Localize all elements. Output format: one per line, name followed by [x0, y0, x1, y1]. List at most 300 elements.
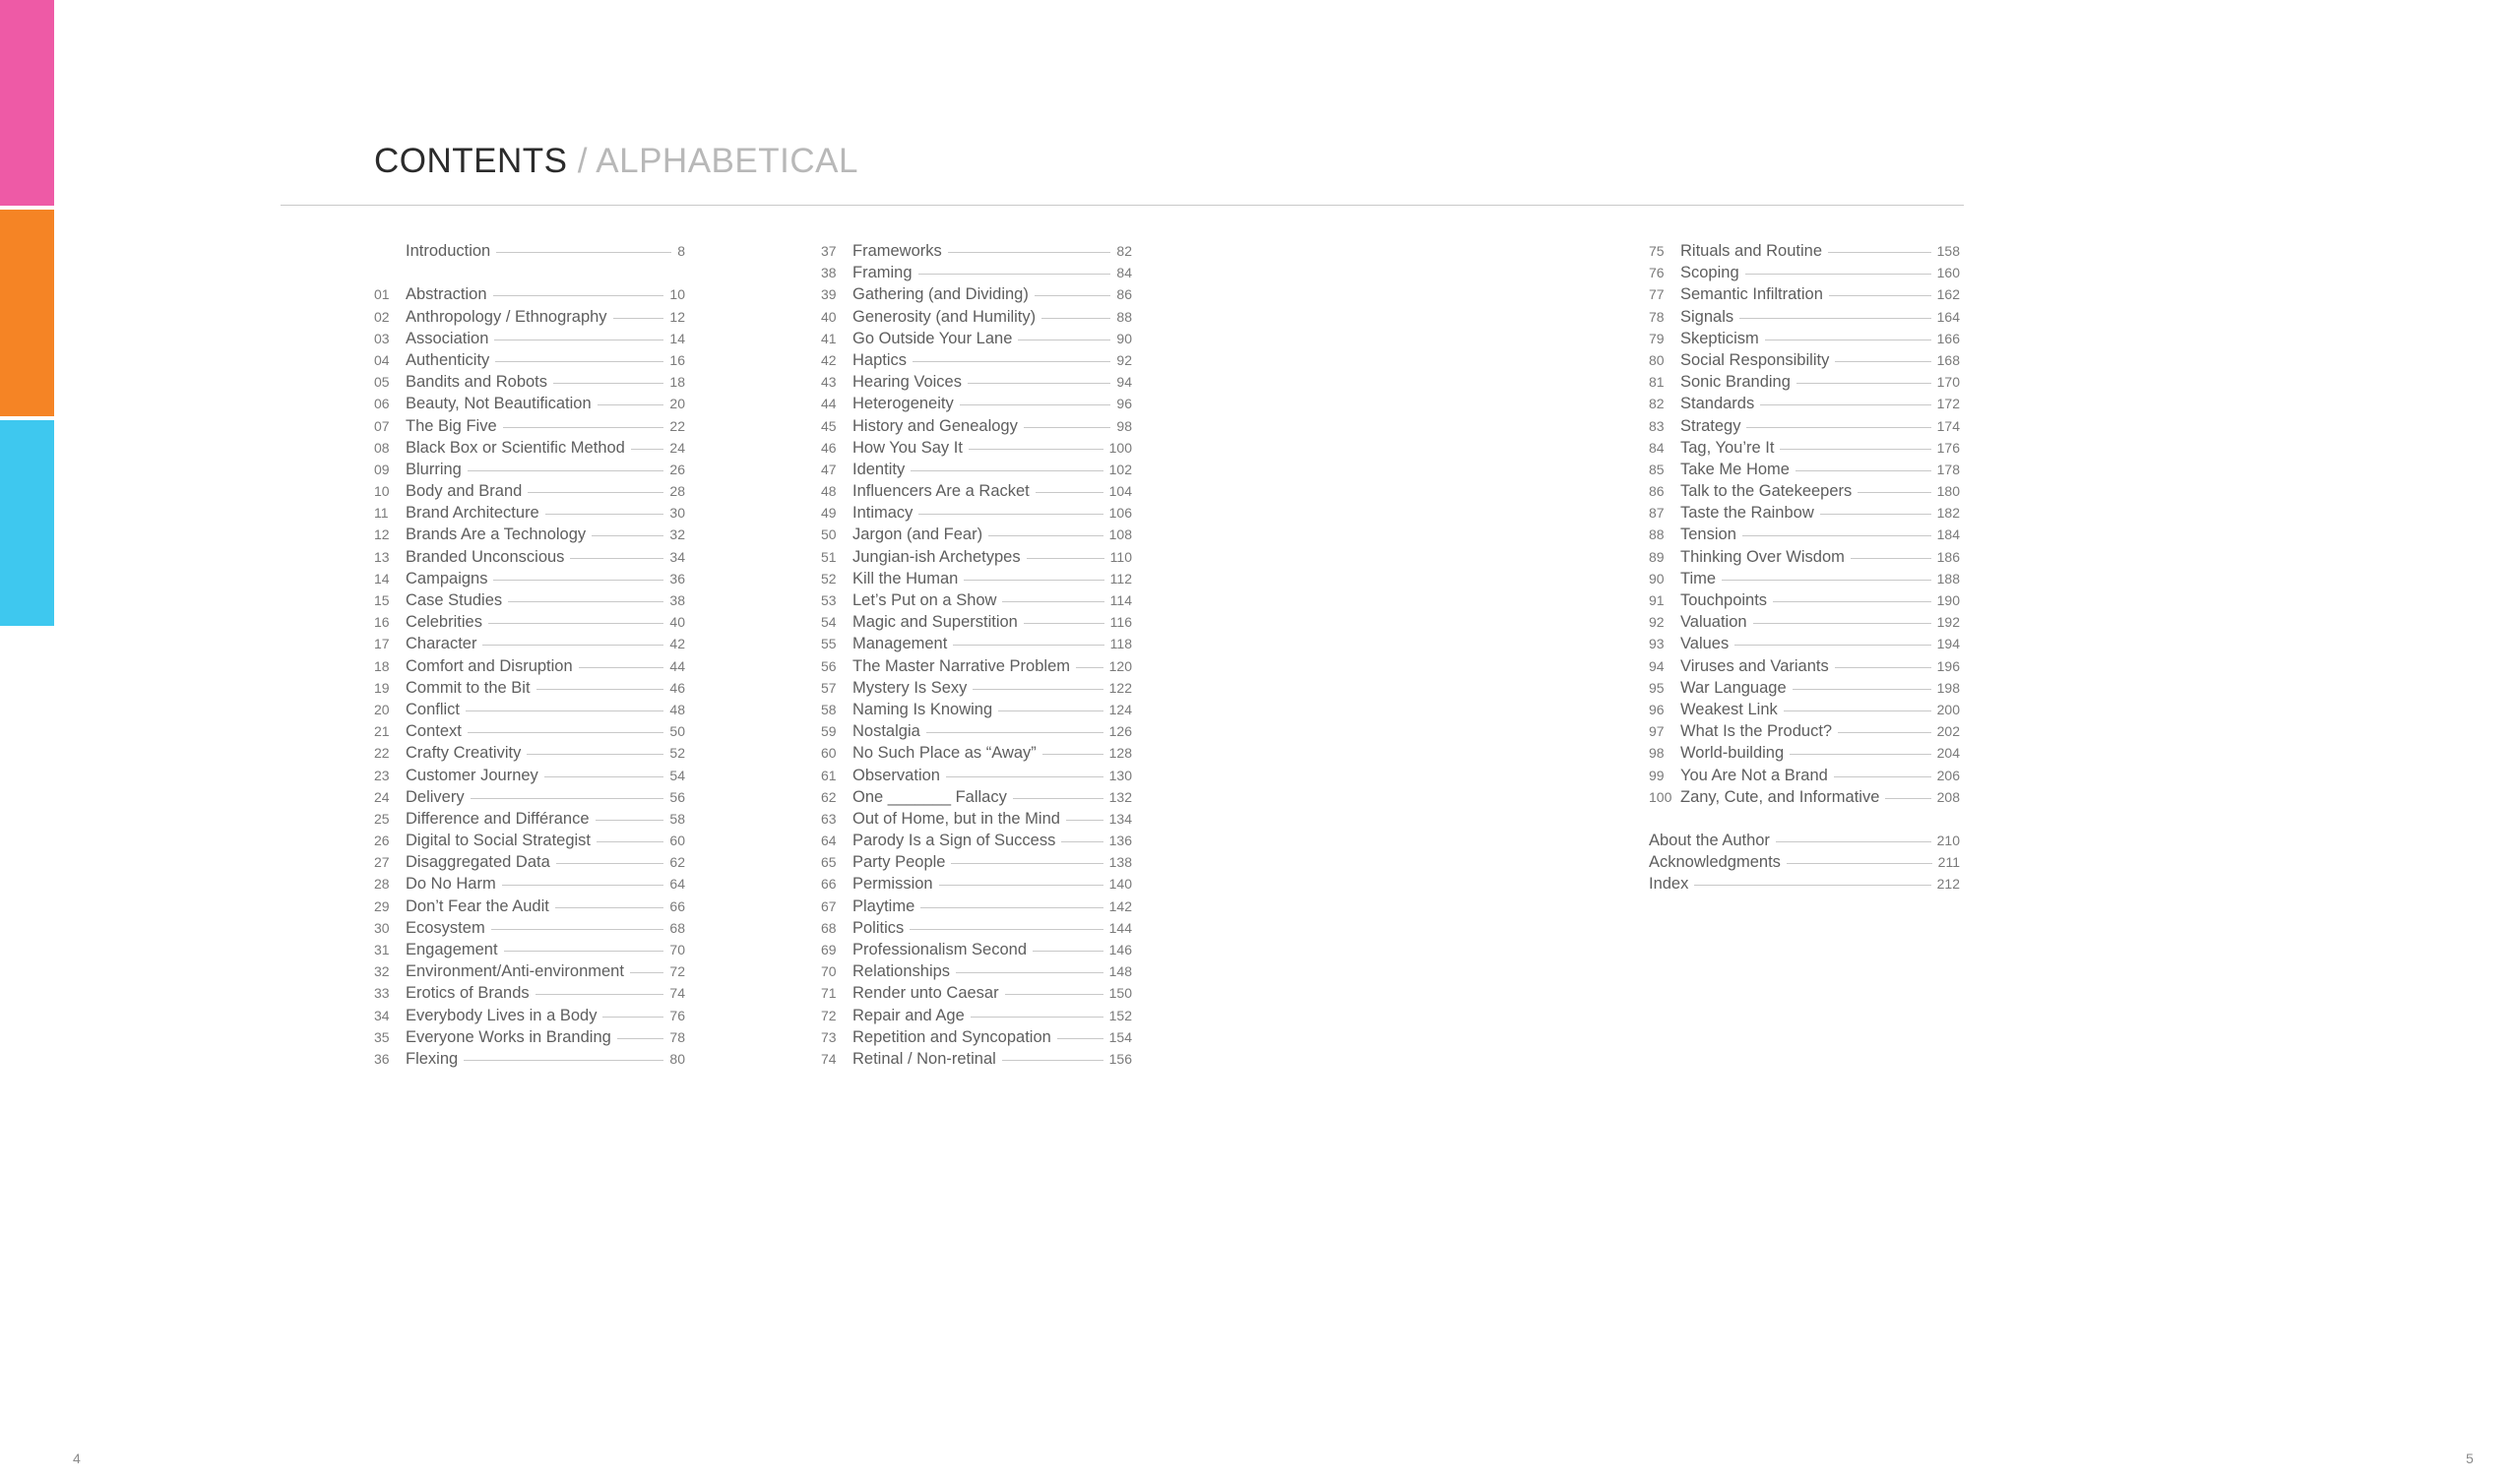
toc-entry-page: 152 [1108, 1007, 1132, 1023]
toc-leader-line [491, 929, 664, 930]
toc-entry-title: How You Say It [852, 438, 963, 457]
toc-entry-page: 178 [1936, 461, 1960, 477]
toc-leader-line [630, 972, 663, 973]
toc-entry-number: 100 [1649, 788, 1672, 805]
toc-entry [821, 873, 1132, 895]
toc-leader-line [502, 885, 664, 886]
toc-entry-title: Authenticity [406, 350, 490, 369]
toc-entry-page: 102 [1108, 461, 1132, 477]
toc-entry-title: Values [1680, 635, 1730, 653]
toc-entry-page: 108 [1108, 526, 1132, 543]
toc-leader-line [969, 449, 1103, 450]
toc-entry-page: 86 [1116, 286, 1132, 303]
toc-entry-title: Digital to Social Strategist [406, 832, 592, 850]
toc-entry-page: 204 [1936, 745, 1960, 762]
toc-entry-number: 46 [821, 439, 837, 456]
toc-entry-page: 100 [1108, 439, 1132, 456]
toc-leader-line [1035, 295, 1111, 296]
toc-leader-line [482, 645, 663, 646]
toc-entry [374, 283, 685, 305]
toc-leader-line [602, 1017, 663, 1018]
toc-entry [1649, 873, 1960, 895]
toc-leader-line [946, 776, 1103, 777]
toc-entry-title: Environment/Anti-environment [406, 962, 624, 981]
toc-entry-number: 04 [374, 351, 390, 368]
toc-entry-page: 148 [1108, 963, 1132, 980]
toc-entry-page: 62 [669, 854, 685, 871]
toc-entry-page: 24 [669, 439, 685, 456]
toc-entry-number: 11 [374, 505, 389, 522]
toc-entry-page: 114 [1109, 592, 1132, 608]
toc-leader-line [503, 427, 664, 428]
toc-entry-page: 168 [1936, 351, 1960, 368]
toc-entry [821, 371, 1132, 393]
toc-entry-number: 65 [821, 854, 837, 871]
toc-entry-title: Erotics of Brands [406, 984, 530, 1003]
toc-entry-number: 64 [821, 833, 837, 849]
toc-entry-number: 05 [374, 374, 390, 391]
toc-entry-page: 210 [1936, 833, 1960, 849]
toc-entry-number: 89 [1649, 548, 1665, 565]
toc-entry [821, 240, 1132, 262]
toc-entry-number: 36 [374, 1050, 390, 1067]
toc-leader-line [508, 601, 663, 602]
toc-entry-page: 208 [1936, 788, 1960, 805]
toc-entry-number: 85 [1649, 461, 1665, 477]
toc-entry-number: 53 [821, 592, 837, 608]
toc-entry-page: 72 [669, 963, 685, 980]
toc-entry-title: Identity [852, 460, 906, 478]
toc-entry-title: The Master Narrative Problem [852, 656, 1070, 675]
toc-entry-page: 158 [1936, 243, 1960, 259]
toc-entry [1649, 283, 1960, 305]
toc-leader-line [1820, 514, 1931, 515]
toc-entry-page: 150 [1108, 985, 1132, 1002]
toc-leader-line [973, 689, 1102, 690]
toc-leader-line [1885, 798, 1930, 799]
toc-entry-title: Framing [852, 264, 913, 282]
toc-entry-number: 97 [1649, 723, 1665, 740]
toc-entry-title: Black Box or Scientific Method [406, 438, 625, 457]
toc-entry-page: 144 [1108, 919, 1132, 936]
toc-entry [1649, 699, 1960, 720]
toc-entry-title: Celebrities [406, 613, 482, 632]
toc-entry [1649, 611, 1960, 633]
toc-leader-line [1739, 318, 1931, 319]
toc-leader-line [536, 689, 664, 690]
toc-entry [821, 437, 1132, 459]
toc-entry-page: 70 [669, 942, 685, 957]
toc-entry [374, 677, 685, 699]
toc-leader-line [1041, 318, 1110, 319]
toc-entry-title: Frameworks [852, 242, 942, 260]
toc-entry-number: 24 [374, 788, 390, 805]
toc-entry-title: Time [1680, 569, 1717, 587]
toc-leader-line [1024, 623, 1104, 624]
toc-leader-line [471, 798, 664, 799]
toc-entry-title: Strategy [1680, 416, 1741, 435]
toc-entry-title: Influencers Are a Racket [852, 482, 1030, 501]
toc-entry-page: 212 [1936, 876, 1960, 893]
toc-entry-number: 98 [1649, 745, 1665, 762]
toc-leader-line [988, 535, 1103, 536]
toc-entry-title: Campaigns [406, 569, 488, 587]
toc-entry [374, 655, 685, 677]
toc-entry [821, 720, 1132, 742]
toc-entry [1649, 720, 1960, 742]
toc-entry-page: 132 [1108, 788, 1132, 805]
toc-entry-number: 07 [374, 417, 390, 434]
toc-entry-page: 162 [1936, 286, 1960, 303]
toc-entry-number: 49 [821, 505, 837, 522]
toc-entry [821, 895, 1132, 917]
toc-entry-number: 23 [374, 767, 390, 783]
toc-entry-number: 41 [821, 330, 837, 346]
toc-entry [821, 851, 1132, 873]
toc-entry-page: 192 [1936, 614, 1960, 631]
toc-entry-number: 82 [1649, 396, 1665, 412]
toc-entry-title: Body and Brand [406, 482, 523, 501]
toc-entry-number: 19 [374, 679, 390, 696]
toc-leader-line [536, 994, 664, 995]
toc-leader-line [1793, 689, 1931, 690]
toc-entry-title: Intimacy [852, 504, 914, 523]
toc-leader-line [555, 907, 664, 908]
toc-entry-page: 94 [1116, 374, 1132, 391]
toc-entry-number: 66 [821, 876, 837, 893]
toc-leader-line [496, 252, 671, 253]
toc-leader-line [1694, 885, 1930, 886]
toc-leader-line [1790, 754, 1930, 755]
toc-entry-page: 120 [1108, 657, 1132, 674]
toc-entry-number: 01 [374, 286, 390, 303]
toc-entry-number: 55 [821, 636, 837, 652]
toc-entry-page: 22 [669, 417, 685, 434]
toc-leader-line [527, 754, 663, 755]
toc-entry-page: 42 [669, 636, 685, 652]
toc-leader-line [553, 383, 663, 384]
toc-entry-title: Heterogeneity [852, 395, 954, 413]
toc-leader-line [631, 449, 664, 450]
toc-entry [374, 960, 685, 982]
toc-entry-title: What Is the Product? [1680, 722, 1833, 741]
toc-entry-page: 78 [669, 1028, 685, 1045]
toc-entry-number: 99 [1649, 767, 1665, 783]
toc-leader-line [1002, 601, 1103, 602]
toc-entry-page: 166 [1936, 330, 1960, 346]
toc-entry-title: Permission [852, 875, 933, 894]
toc-entry-page: 68 [669, 919, 685, 936]
toc-entry-page: 170 [1936, 374, 1960, 391]
toc-entry-page: 50 [669, 723, 685, 740]
toc-entry-number: 12 [374, 526, 390, 543]
toc-entry [374, 371, 685, 393]
toc-entry-page: 92 [1116, 351, 1132, 368]
toc-entry-page: 82 [1116, 243, 1132, 259]
toc-entry [374, 851, 685, 873]
toc-entry [821, 917, 1132, 939]
toc-entry-title: Parody Is a Sign of Success [852, 832, 1056, 850]
toc-entry [1649, 677, 1960, 699]
toc-leader-line [918, 274, 1111, 275]
toc-entry-page: 211 [1937, 854, 1960, 871]
toc-leader-line [597, 841, 663, 842]
toc-entry-number: 14 [374, 570, 390, 587]
toc-entry-number: 72 [821, 1007, 837, 1023]
toc-entry-title: One _______ Fallacy [852, 787, 1007, 806]
toc-entry-page: 200 [1936, 701, 1960, 717]
toc-leader-line [910, 929, 1102, 930]
toc-entry-title: Observation [852, 766, 940, 784]
toc-entry [374, 742, 685, 764]
toc-entry-number: 67 [821, 897, 837, 914]
toc-entry [1649, 371, 1960, 393]
toc-entry-title: Branded Unconscious [406, 547, 565, 566]
toc-leader-line [948, 252, 1111, 253]
toc-entry [1649, 742, 1960, 764]
toc-entry-title: Party People [852, 853, 946, 872]
toc-entry [374, 568, 685, 589]
toc-entry [374, 459, 685, 480]
toc-entry-number: 54 [821, 614, 837, 631]
toc-entry-number: 73 [821, 1028, 837, 1045]
toc-entry-page: 126 [1108, 723, 1132, 740]
toc-entry-title: Abstraction [406, 285, 487, 304]
toc-entry [374, 873, 685, 895]
toc-leader-line [1042, 754, 1103, 755]
toc-entry-title: World-building [1680, 744, 1785, 763]
toc-entry-page: 18 [669, 374, 685, 391]
toc-entry [821, 546, 1132, 568]
toc-leader-line [1773, 601, 1931, 602]
toc-leader-line [466, 710, 663, 711]
title-rule [281, 205, 1964, 206]
toc-leader-line [913, 361, 1110, 362]
toc-entry-page: 196 [1936, 657, 1960, 674]
toc-entry [1649, 524, 1960, 545]
toc-entry-number: 90 [1649, 570, 1665, 587]
toc-entry [374, 895, 685, 917]
toc-entry-number: 91 [1649, 592, 1665, 608]
toc-entry-title: Flexing [406, 1049, 459, 1068]
toc-entry-title: Sonic Branding [1680, 373, 1791, 392]
toc-leader-line [528, 492, 663, 493]
toc-entry [821, 502, 1132, 524]
toc-leader-line [956, 972, 1103, 973]
toc-leader-line [920, 907, 1102, 908]
toc-entry [374, 349, 685, 371]
toc-column-2 [821, 240, 1132, 1070]
toc-entry [821, 982, 1132, 1004]
toc-entry-title: Character [406, 635, 477, 653]
toc-entry-page: 38 [669, 592, 685, 608]
toc-entry-page: 60 [669, 833, 685, 849]
toc-entry-number: 20 [374, 701, 390, 717]
toc-entry-title: Comfort and Disruption [406, 656, 573, 675]
toc-entry-title: Playtime [852, 896, 915, 915]
toc-leader-line [1835, 361, 1930, 362]
toc-entry-page: 202 [1936, 723, 1960, 740]
toc-entry [1649, 765, 1960, 786]
toc-entry-title: Engagement [406, 941, 498, 958]
toc-entry [1649, 459, 1960, 480]
toc-entry-number: 59 [821, 723, 837, 740]
toc-entry-title: Out of Home, but in the Mind [852, 809, 1060, 828]
toc-leader-line [951, 863, 1102, 864]
toc-entry-title: Delivery [406, 787, 465, 806]
toc-entry-page: 128 [1108, 745, 1132, 762]
toc-leader-line [1076, 667, 1103, 668]
toc-entry-title: Rituals and Routine [1680, 242, 1823, 260]
toc-entry-title: You Are Not a Brand [1680, 766, 1828, 784]
toc-entry-number: 22 [374, 745, 390, 762]
toc-entry [821, 830, 1132, 851]
toc-leader-line [1005, 994, 1103, 995]
toc-leader-line [926, 732, 1103, 733]
toc-entry-title: Mystery Is Sexy [852, 678, 968, 697]
toc-entry-page: 10 [669, 286, 685, 303]
toc-entry-page: 34 [669, 548, 685, 565]
toc-entry-number: 35 [374, 1028, 390, 1045]
toc-entry-page: 160 [1936, 265, 1960, 281]
toc-entry-title: Viruses and Variants [1680, 656, 1829, 675]
toc-leader-line [960, 404, 1111, 405]
toc-leader-line [1745, 274, 1931, 275]
toc-entry-page: 44 [669, 657, 685, 674]
toc-entry-page: 12 [669, 308, 685, 325]
toc-entry [374, 699, 685, 720]
toc-entry [821, 1005, 1132, 1026]
toc-entry [1649, 240, 1960, 262]
toc-entry-page: 124 [1108, 701, 1132, 717]
toc-entry-title: Touchpoints [1680, 591, 1768, 609]
toc-entry-title: Association [406, 329, 489, 347]
toc-leader-line [1024, 427, 1111, 428]
toc-entry-page: 130 [1108, 767, 1132, 783]
toc-entry-title: Ecosystem [406, 918, 485, 937]
toc-entry-page: 190 [1936, 592, 1960, 608]
toc-entry [821, 1026, 1132, 1048]
toc-entry-number: 29 [374, 897, 390, 914]
toc-entry-title: Scoping [1680, 264, 1739, 282]
toc-entry-page: 198 [1936, 679, 1960, 696]
toc-entry [374, 808, 685, 830]
toc-entry-title: Difference and Différance [406, 809, 590, 828]
toc-entry-number: 52 [821, 570, 837, 587]
toc-entry-title: Retinal / Non-retinal [852, 1049, 996, 1068]
toc-entry-title: Do No Harm [406, 875, 496, 894]
color-tab-pink [0, 0, 54, 206]
toc-entry-title: Weakest Link [1680, 700, 1778, 718]
toc-entry [374, 611, 685, 633]
folio-right: 5 [2466, 1451, 2474, 1466]
toc-entry [1649, 262, 1960, 283]
title-sub: ALPHABETICAL [596, 142, 858, 180]
toc-leader-line [1829, 295, 1931, 296]
toc-entry-number: 68 [821, 919, 837, 936]
toc-entry-page: 110 [1109, 548, 1132, 565]
toc-entry-title: No Such Place as “Away” [852, 744, 1037, 763]
toc-entry-page: 138 [1108, 854, 1132, 871]
toc-entry-number: 80 [1649, 351, 1665, 368]
toc-entry-title: Hearing Voices [852, 373, 962, 392]
toc-entry-title: Tag, You’re It [1680, 438, 1775, 457]
toc-column-1 [374, 240, 685, 1070]
toc-leader-line [1787, 863, 1932, 864]
toc-entry-title: Naming Is Knowing [852, 700, 993, 718]
toc-leader-line [911, 470, 1102, 471]
toc-entry-page: 36 [669, 570, 685, 587]
toc-entry-number: 45 [821, 417, 837, 434]
toc-entry-page: 74 [669, 985, 685, 1002]
toc-entry-number: 48 [821, 483, 837, 500]
toc-entry [374, 917, 685, 939]
toc-entry-title: Everybody Lives in a Body [406, 1006, 598, 1024]
toc-entry-number: 37 [821, 243, 837, 259]
toc-entry-title: Case Studies [406, 591, 503, 609]
toc-leader-line [1796, 470, 1931, 471]
toc-entry-number: 94 [1649, 657, 1665, 674]
toc-entry-page: 146 [1108, 942, 1132, 957]
toc-entry [821, 939, 1132, 960]
toc-entry [1649, 633, 1960, 654]
toc-leader-line [544, 776, 664, 777]
toc-column-3 [1649, 240, 1960, 895]
toc-entry-page: 154 [1108, 1028, 1132, 1045]
toc-entry-number: 06 [374, 396, 390, 412]
toc-entry-page: 194 [1936, 636, 1960, 652]
toc-entry [1649, 480, 1960, 502]
toc-entry-title: Generosity (and Humility) [852, 307, 1037, 326]
toc-entry-page: 184 [1936, 526, 1960, 543]
toc-leader-line [1033, 951, 1103, 952]
toc-entry-title: Repetition and Syncopation [852, 1027, 1051, 1046]
toc-entry-title: Gathering (and Dividing) [852, 285, 1029, 304]
toc-entry [1649, 830, 1960, 851]
toc-entry-title: Take Me Home [1680, 460, 1790, 478]
toc-entry [1649, 786, 1960, 808]
toc-entry-number: 77 [1649, 286, 1665, 303]
toc-entry [821, 306, 1132, 328]
toc-entry-number: 31 [374, 942, 390, 957]
toc-leader-line [1776, 841, 1931, 842]
toc-entry-title: Taste the Rainbow [1680, 504, 1814, 523]
toc-leader-line [556, 863, 664, 864]
toc-entry-number: 33 [374, 985, 390, 1002]
toc-entry [821, 786, 1132, 808]
toc-entry [821, 699, 1132, 720]
toc-entry-number: 18 [374, 657, 390, 674]
toc-entry-title: Valuation [1680, 613, 1747, 632]
toc-entry [821, 524, 1132, 545]
toc-entry [374, 306, 685, 328]
toc-entry [1649, 568, 1960, 589]
toc-entry-page: 46 [669, 679, 685, 696]
toc-leader-line [613, 318, 664, 319]
toc-entry-number: 81 [1649, 374, 1665, 391]
toc-entry-page: 64 [669, 876, 685, 893]
toc-entry-number: 10 [374, 483, 390, 500]
toc-entry [1649, 437, 1960, 459]
toc-entry-title: Let’s Put on a Show [852, 591, 997, 609]
toc-entry-number: 50 [821, 526, 837, 543]
toc-entry-page: 122 [1108, 679, 1132, 696]
toc-entry-title: Social Responsibility [1680, 350, 1830, 369]
toc-entry [374, 1048, 685, 1070]
toc-entry-number: 84 [1649, 439, 1665, 456]
toc-entry-title: Blurring [406, 460, 462, 478]
toc-entry-title: Management [852, 635, 948, 653]
